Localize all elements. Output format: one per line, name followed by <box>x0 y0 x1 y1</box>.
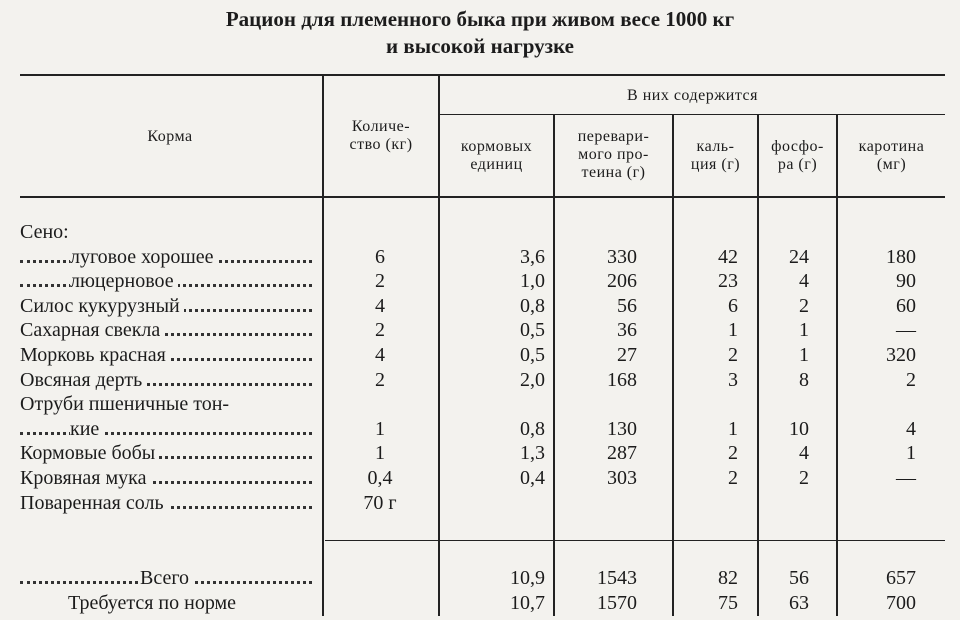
cell-feed-units: 2,0 <box>520 369 545 391</box>
header-feed-units: кормовых единиц <box>460 138 533 173</box>
cell-feed-units: 1,0 <box>520 270 545 292</box>
row-label-text: Кровяная мука <box>20 467 150 489</box>
cell-calcium: 3 <box>728 369 738 391</box>
title-line-2: и высокой нагрузке <box>386 34 574 58</box>
row-label-text: Силос кукурузный <box>20 295 184 317</box>
cell-phosphorus: 4 <box>799 442 809 464</box>
cell-feed-units: 0,8 <box>520 418 545 440</box>
row-label-text: люцерновое <box>70 270 178 292</box>
row-label <box>20 294 318 319</box>
cell-protein: 130 <box>607 418 637 440</box>
row-label <box>20 318 318 343</box>
cell-quantity: 4 <box>375 344 385 366</box>
header-carotene: каротина (мг) <box>858 138 925 173</box>
cell-calcium: 2 <box>728 442 738 464</box>
row-label <box>20 441 318 466</box>
cell-carotene: 180 <box>886 246 916 268</box>
header-group: В них содержится <box>627 87 758 104</box>
total-cell-phosphorus: 56 <box>789 567 809 589</box>
row-label-text: Поваренная соль <box>20 492 168 514</box>
total-cell-carotene: 700 <box>886 592 916 614</box>
row-label-text: Отруби пшеничные тон- <box>20 393 233 415</box>
cell-carotene: 90 <box>896 270 916 292</box>
cell-quantity: 1 <box>375 418 385 440</box>
row-label <box>20 491 318 516</box>
top-rule <box>20 74 945 76</box>
totals-label <box>20 591 318 616</box>
cell-quantity: 1 <box>375 442 385 464</box>
cell-calcium: 42 <box>718 246 738 268</box>
row-label <box>20 466 318 491</box>
cell-protein: 168 <box>607 369 637 391</box>
cell-protein: 206 <box>607 270 637 292</box>
row-label-text: Кормовые бобы <box>20 442 159 464</box>
row-label-text: Сахарная свекла <box>20 319 164 341</box>
row-label <box>20 368 318 393</box>
cell-carotene: 4 <box>906 418 916 440</box>
cell-calcium: 6 <box>728 295 738 317</box>
total-cell-phosphorus: 63 <box>789 592 809 614</box>
cell-phosphorus: 24 <box>789 246 809 268</box>
header-quantity <box>324 118 438 154</box>
row-label <box>20 417 318 442</box>
cell-feed-units: 0,8 <box>520 295 545 317</box>
cell-carotene: — <box>896 319 916 341</box>
cell-quantity: 2 <box>375 270 385 292</box>
cell-protein: 303 <box>607 467 637 489</box>
header-quantity-line-2: ство (кг) <box>349 136 413 153</box>
header-feeds: Корма <box>147 128 193 145</box>
totals-label-text: Всего <box>140 567 193 589</box>
cell-calcium: 1 <box>728 319 738 341</box>
table-title <box>0 6 960 60</box>
header-calcium: каль- ция (г) <box>690 138 741 173</box>
title-line-1: Рацион для племенного быка при живом весе 1000 кг <box>225 7 735 31</box>
group-header-rule <box>440 114 945 115</box>
cell-protein: 330 <box>607 246 637 268</box>
cell-carotene: — <box>896 467 916 489</box>
row-label <box>20 343 318 368</box>
cell-phosphorus: 2 <box>799 295 809 317</box>
header-protein: перевари- мого про- теина (г) <box>577 128 650 181</box>
row-label-text: кие <box>70 418 103 440</box>
row-label <box>20 392 318 417</box>
row-label-text: Морковь красная <box>20 344 170 366</box>
cell-phosphorus: 1 <box>799 319 809 341</box>
row-label <box>20 245 318 270</box>
cell-calcium: 1 <box>728 418 738 440</box>
cell-feed-units: 0,5 <box>520 319 545 341</box>
cell-feed-units: 0,4 <box>520 467 545 489</box>
total-cell-protein: 1570 <box>597 592 637 614</box>
cell-quantity: 70 г <box>363 492 397 514</box>
row-label-text: Сено: <box>20 221 73 243</box>
cell-carotene: 1 <box>906 442 916 464</box>
cell-calcium: 23 <box>718 270 738 292</box>
row-label <box>20 220 318 245</box>
cell-phosphorus: 10 <box>789 418 809 440</box>
cell-protein: 27 <box>617 344 637 366</box>
row-label-text: Овсяная дерть <box>20 369 146 391</box>
cell-phosphorus: 1 <box>799 344 809 366</box>
totals-label-text: Требуется по норме <box>68 592 240 614</box>
total-cell-feed-units: 10,9 <box>510 567 545 589</box>
cell-quantity: 6 <box>375 246 385 268</box>
cell-feed-units: 1,3 <box>520 442 545 464</box>
cell-phosphorus: 8 <box>799 369 809 391</box>
cell-feed-units: 3,6 <box>520 246 545 268</box>
cell-calcium: 2 <box>728 344 738 366</box>
totals-label <box>20 566 318 591</box>
cell-quantity: 4 <box>375 295 385 317</box>
row-label <box>20 269 318 294</box>
cell-carotene: 320 <box>886 344 916 366</box>
total-cell-protein: 1543 <box>597 567 637 589</box>
total-cell-calcium: 75 <box>718 592 738 614</box>
cell-feed-units: 0,5 <box>520 344 545 366</box>
cell-protein: 56 <box>617 295 637 317</box>
row-label-text: луговое хорошее <box>70 246 218 268</box>
cell-protein: 36 <box>617 319 637 341</box>
cell-quantity: 0,4 <box>367 467 393 489</box>
cell-protein: 287 <box>607 442 637 464</box>
header-bottom-rule <box>20 196 945 198</box>
total-cell-calcium: 82 <box>718 567 738 589</box>
cell-phosphorus: 2 <box>799 467 809 489</box>
cell-calcium: 2 <box>728 467 738 489</box>
cell-carotene: 60 <box>896 295 916 317</box>
totals-rule <box>325 540 945 541</box>
cell-quantity: 2 <box>375 369 385 391</box>
header-phosphorus: фосфо- ра (г) <box>771 138 824 173</box>
header-quantity-line-1: Количе- <box>351 118 411 135</box>
cell-phosphorus: 4 <box>799 270 809 292</box>
cell-quantity: 2 <box>375 319 385 341</box>
leader-dots <box>20 432 312 435</box>
total-cell-feed-units: 10,7 <box>510 592 545 614</box>
total-cell-carotene: 657 <box>886 567 916 589</box>
cell-carotene: 2 <box>906 369 916 391</box>
